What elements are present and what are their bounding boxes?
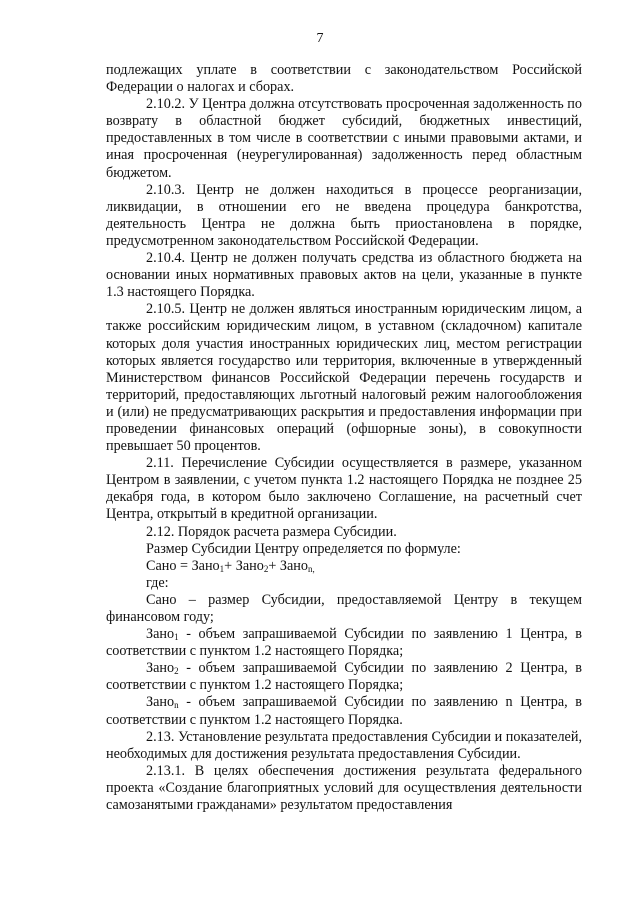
page-number: 7 (316, 31, 324, 46)
definition-text: - объем запрашиваемой Субсидии по заявлению 2 Центра, в соответствии с пунктом 1.2 настоящего Порядка; (106, 660, 582, 694)
formula-intro: Размер Субсидии Центру определяется по формуле: (146, 540, 461, 557)
definition-zano-n (106, 694, 582, 728)
definition-subscript: 2 (174, 666, 179, 677)
formula-term-3: Зано (279, 557, 308, 574)
definition-sano (106, 592, 582, 626)
definition-symbol: Зано (146, 626, 175, 643)
paragraph-2-13-1: 2.13.1. В целях обеспечения достижения результата федерального проекта «Создание благоприятных условий для осуществления деятельности самозанятыми гражданами» результатом предоставления (106, 762, 582, 814)
definition-subscript: n (174, 700, 179, 711)
formula-term-2: Зано (235, 557, 264, 574)
paragraph-2-13: 2.13. Установление результата предоставления Субсидии и показателей, необходимых для достижения результата предоставления Субсидии. (106, 728, 582, 762)
formula-equals: = (176, 557, 192, 574)
definition-symbol: Сано (146, 591, 177, 608)
formula-lhs: Сано (146, 557, 177, 574)
paragraph-2-10-2: 2.10.2. У Центра должна отсутствовать просроченная задолженность по возврату в областной бюджет субсидий, бюджетных инвестиций, предоставленных в том числе в соответствии с иными правовыми актами, и иная просроченная (неурегулированная) задолженность перед областным бюджетом. (106, 96, 582, 181)
definition-symbol: Зано (146, 694, 175, 711)
definition-subscript: 1 (174, 632, 179, 643)
subsidy-formula (106, 558, 582, 575)
definition-text: - объем запрашиваемой Субсидии по заявлению n Центра, в соответствии с пунктом 1.2 настоящего Порядка. (106, 694, 582, 728)
paragraph-continuation: подлежащих уплате в соответствии с законодательством Российской Федерации о налогах и сборах. (106, 62, 582, 96)
where-label: где: (146, 574, 169, 591)
formula-plus-2: + (268, 557, 280, 574)
definition-zano-1 (106, 626, 582, 660)
definition-text: - объем запрашиваемой Субсидии по заявлению 1 Центра, в соответствии с пунктом 1.2 настоящего Порядка; (106, 626, 582, 660)
paragraph-2-10-3: 2.10.3. Центр не должен находиться в процессе реорганизации, ликвидации, в отношении его не введена процедура банкротства, деятельность Центра не должна быть приостановлена в порядке, предусмотренном законодательством Российской Федерации. (106, 181, 582, 249)
formula-sub-2: 2 (263, 563, 269, 574)
paragraph-2-10-4: 2.10.4. Центр не должен получать средства из областного бюджета на основании иных нормативных правовых актов на цели, указанные в пункте 1.3 настоящего Порядка. (106, 250, 582, 301)
formula-plus-1: + (224, 557, 236, 574)
formula-term-1: Зано (191, 557, 220, 574)
formula-sub-3: n, (307, 563, 315, 574)
definition-symbol: Зано (146, 660, 175, 677)
definition-text: – размер Субсидии, предоставляемой Центру в текущем финансовом году; (106, 591, 582, 625)
formula-sub-1: 1 (219, 563, 225, 574)
paragraph-2-12: 2.12. Порядок расчета размера Субсидии. (146, 523, 397, 540)
definition-zano-2 (106, 660, 582, 694)
document-body (106, 62, 582, 814)
paragraph-2-10-5: 2.10.5. Центр не должен являться иностранным юридическим лицом, а также российским юридическим лицом, в уставном (складочном) капитале которых доля участия иностранных юридических лиц, местом регистрации которых является государство или территория, включенные в утвержденный Министерством финансов Российской Федерации перечень государств и территорий, предоставляющих льготный налоговый режим налогообложения и (или) не предусматривающих раскрытия и предоставления информации при проведении финансовых операций (офшорные зоны), в совокупности превышает 50 процентов. (106, 301, 582, 455)
paragraph-2-11: 2.11. Перечисление Субсидии осуществляется в размере, указанном Центром в заявлении, с учетом пункта 1.2 настоящего Порядка не позднее 25 декабря года, в котором было заключено Соглашение, на расчетный счет Центра, открытый в кредитной организации. (106, 455, 582, 523)
